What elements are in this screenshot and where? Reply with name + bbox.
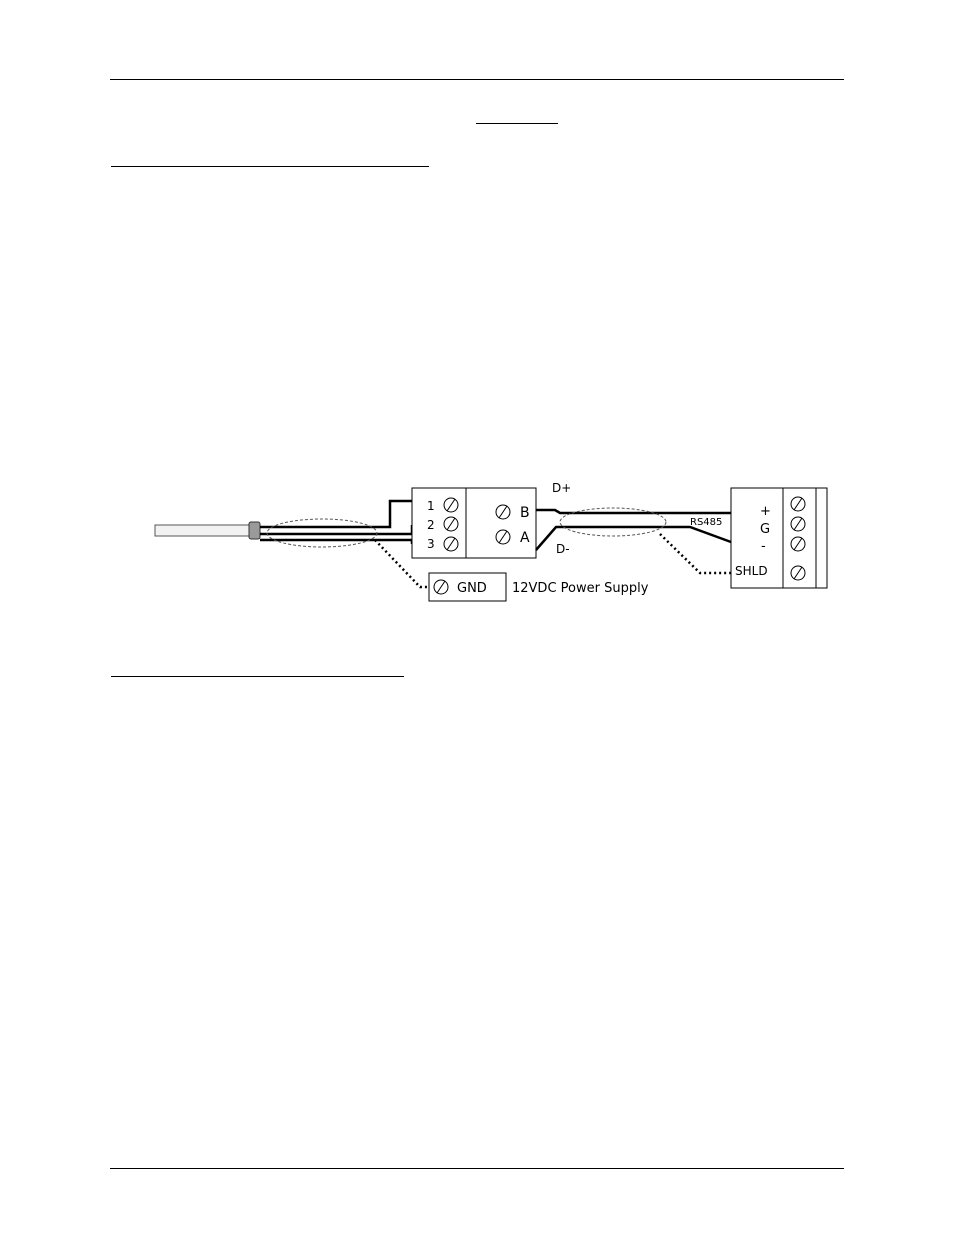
controller-terminal-plus: + — [760, 504, 771, 519]
power-supply-gnd-terminal — [429, 573, 506, 601]
sensor-probe — [155, 522, 260, 539]
screw-icon — [434, 580, 448, 594]
screw-icon — [791, 517, 805, 531]
rs485-shield-drain-wire — [660, 534, 731, 573]
d-minus-label: D- — [556, 542, 570, 556]
controller-terminal-block — [731, 488, 827, 588]
screw-icon — [444, 517, 458, 531]
probe-cable-wires — [260, 501, 412, 544]
controller-terminal-minus: - — [761, 539, 766, 554]
title-underline — [476, 123, 558, 124]
section-heading-underline-2 — [111, 676, 404, 677]
screw-icon — [791, 497, 805, 511]
screw-icon — [791, 537, 805, 551]
probe-terminal-2: 2 — [427, 518, 435, 532]
screw-icon — [444, 537, 458, 551]
probe-terminal-3: 3 — [427, 537, 435, 551]
rs485-label: RS485 — [690, 517, 723, 528]
controller-terminal-shld: SHLD — [735, 564, 768, 578]
d-plus-label: D+ — [552, 481, 572, 495]
probe-terminal-1: 1 — [427, 499, 435, 513]
gnd-label: GND — [457, 581, 487, 596]
controller-terminal-g: G — [760, 522, 771, 537]
screw-icon — [444, 498, 458, 512]
screw-icon — [791, 566, 805, 580]
rs485-wiring-diagram — [0, 470, 954, 620]
sensor-terminal-block — [412, 488, 536, 558]
terminal-b-label: B — [520, 505, 530, 521]
header-rule — [110, 79, 844, 80]
screw-icon — [496, 530, 510, 544]
screw-icon — [496, 505, 510, 519]
footer-rule — [110, 1168, 844, 1169]
section-heading-underline-1 — [111, 166, 429, 167]
terminal-a-label: A — [520, 530, 530, 546]
power-supply-label: 12VDC Power Supply — [512, 581, 649, 596]
